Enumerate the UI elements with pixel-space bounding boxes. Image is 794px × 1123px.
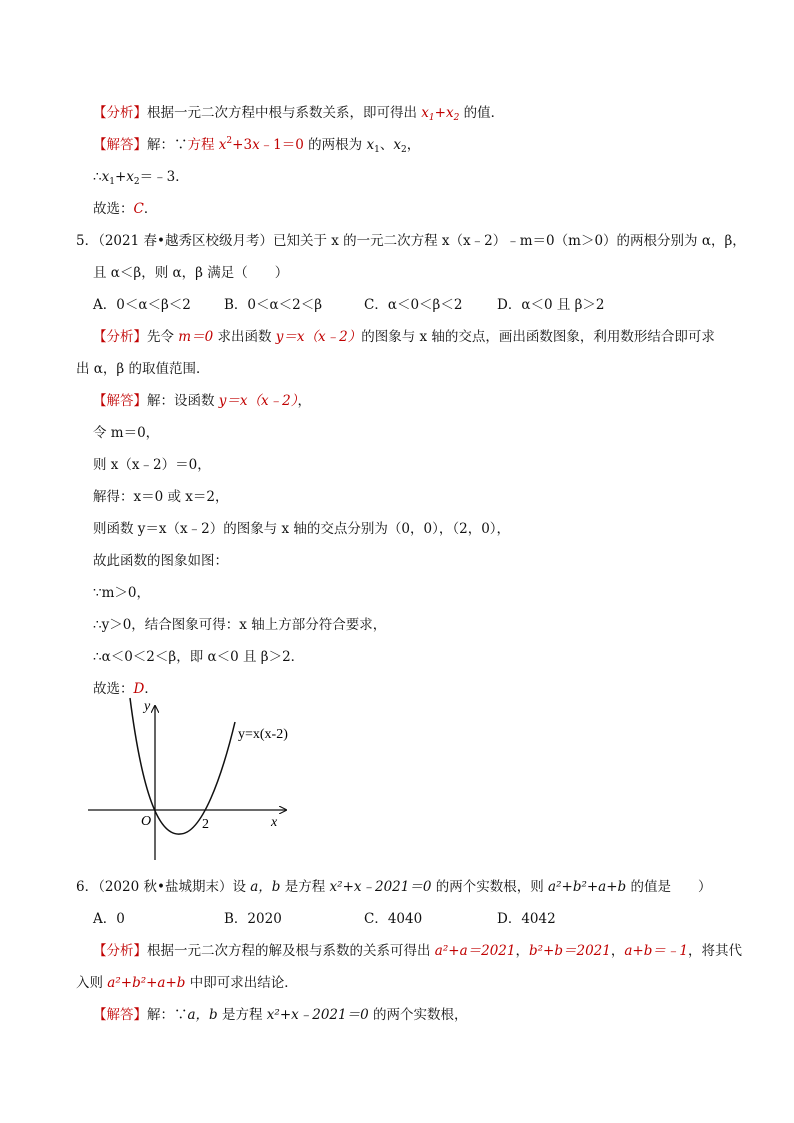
q5-step-1: 令 m＝0， (93, 425, 160, 441)
q5-step-8: ∴α＜0＜2＜β，即 α＜0 且 β＞2． (93, 649, 305, 665)
analysis-tag: 【分析】 (93, 105, 147, 121)
parabola-graph (80, 696, 310, 866)
q5-stem-line1: 5．（2021 春•越秀区校级月考）已知关于 x 的一元二次方程 x（x﹣2）﹣m＝0（m＞0）的两根分别为 α，β， (76, 233, 746, 249)
q6-option-a: A．0 (93, 911, 125, 927)
q5-option-a: A．0＜α＜β＜2 (93, 297, 191, 313)
curve-label: y=x(x-2) (238, 727, 288, 742)
q5-option-c: C．α＜0＜β＜2 (364, 297, 463, 313)
q5-step-2: 则 x（x﹣2）＝0， (93, 457, 211, 473)
q4-choice: 故选：C． (93, 201, 158, 217)
answer-tag: 【解答】 (93, 137, 147, 153)
q4-analysis: 【分析】根据一元二次方程中根与系数关系，即可得出 $x_1+x_2$ 的值． (93, 105, 505, 123)
q5-step-5: 故此函数的图象如图： (93, 553, 228, 569)
tick-label-2: 2 (202, 817, 209, 832)
y-axis-label: y (144, 699, 151, 714)
q5-choice: 故选：D． (93, 681, 158, 697)
q6-analysis: 【分析】根据一元二次方程的解及根与系数的关系可得出 a²+a＝2021，b²+b＝2021，a+b＝﹣1，将其代 (93, 943, 742, 959)
q5-step-4: 则函数 y＝x（x﹣2）的图象与 x 轴的交点分别为（0，0），（2，0）， (93, 521, 511, 537)
origin-label: O (141, 814, 152, 829)
q4-answer: 【解答】解：∵方程 $x^2+3x﹣1=0$ 的两根为 $x_1$、$x_2$， (93, 136, 421, 155)
x-axis-label: x (271, 815, 278, 830)
q5-stem-line2: 且 α＜β，则 α，β 满足（ ） (93, 265, 289, 281)
q6-option-b: B．2020 (224, 911, 282, 927)
q5-analysis: 【分析】先令 m＝0 求出函数 y＝x（x﹣2）的图象与 x 轴的交点，画出函数图象，利用数形结合即可求 (93, 329, 715, 345)
q6-analysis-line2: 入则 a²+b²+a+b 中即可求出结论． (76, 975, 298, 991)
q5-step-6: ∵m＞0， (93, 585, 150, 601)
q5-analysis-line2: 出 α，β 的取值范围． (76, 361, 210, 377)
q5-answer: 【解答】解：设函数 y＝x（x﹣2）， (93, 393, 311, 409)
q6-option-c: C．4040 (364, 911, 423, 927)
analysis-tag: 【分析】 (93, 943, 147, 959)
q5-option-d: D．α＜0 且 β＞2 (497, 297, 605, 313)
q4-step: $\therefore x_1+x_2=﹣3$． (93, 169, 189, 187)
answer-tag: 【解答】 (93, 1007, 147, 1023)
q6-stem: 6．（2020 秋•盐城期末）设 a，b 是方程 x²+x﹣2021＝0 的两个实数根，则 a²+b²+a+b 的值是 ） (76, 879, 712, 895)
q5-option-b: B．0＜α＜2＜β (224, 297, 323, 313)
q5-step-7: ∴y＞0，结合图象可得：x 轴上方部分符合要求， (93, 617, 387, 633)
q5-step-3: 解得：x＝0 或 x＝2， (93, 489, 229, 505)
answer-tag: 【解答】 (93, 393, 147, 409)
analysis-tag: 【分析】 (93, 329, 147, 345)
q6-answer: 【解答】解：∵a，b 是方程 x²+x﹣2021＝0 的两个实数根， (93, 1007, 468, 1023)
q6-option-d: D．4042 (497, 911, 556, 927)
